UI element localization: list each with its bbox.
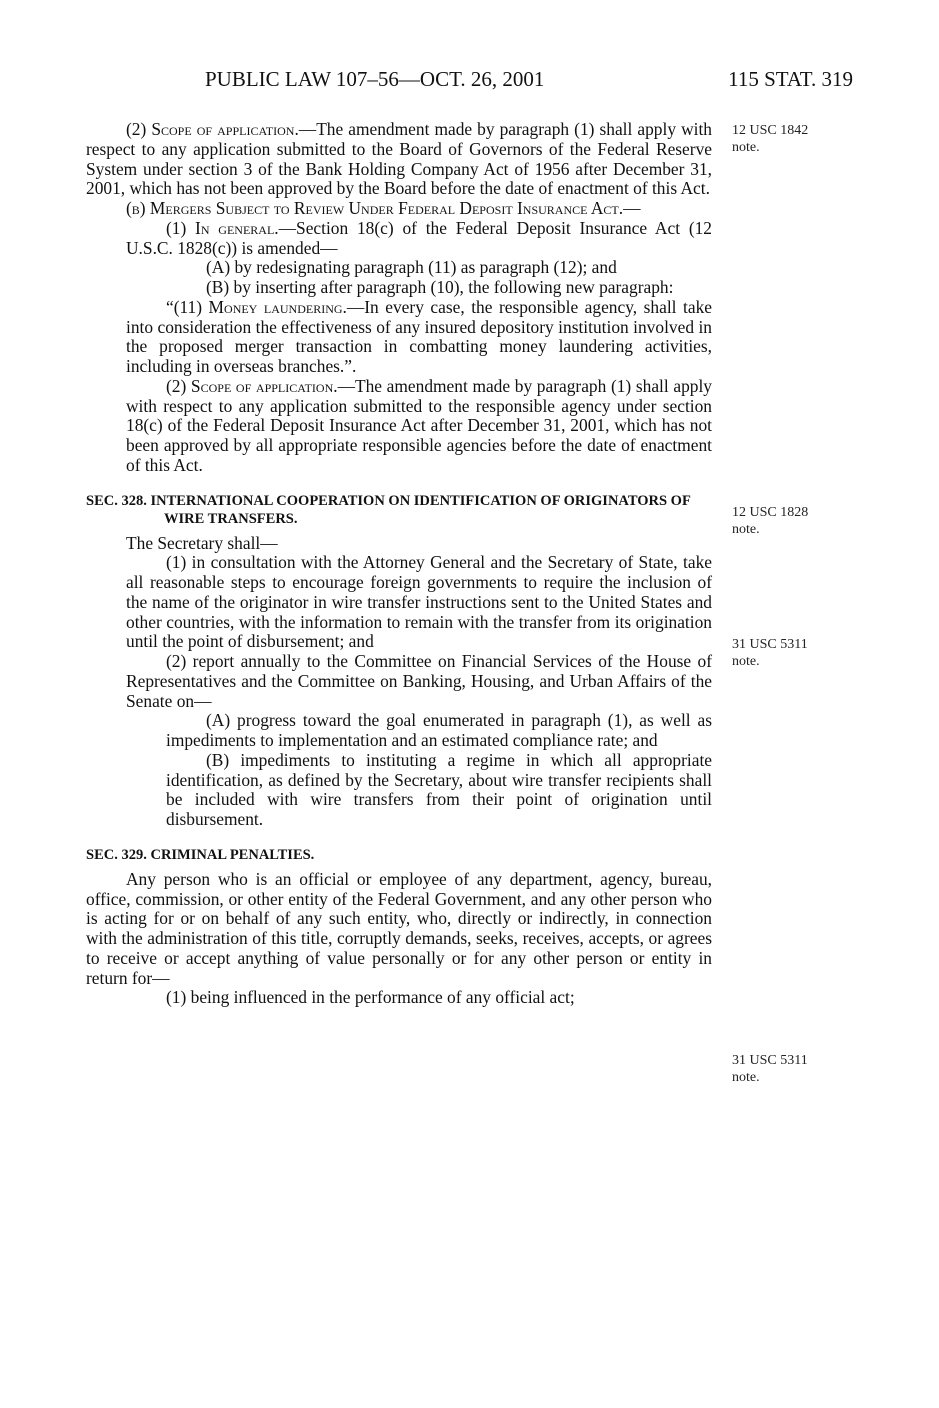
subsection-dash: —	[623, 198, 641, 218]
paragraph-heading: (1) In general.	[166, 217, 279, 238]
section-number: SEC. 329.	[86, 846, 147, 863]
header-law-citation: PUBLIC LAW 107–56—OCT. 26, 2001	[205, 67, 545, 91]
section-title: INTERNATIONAL COOPERATION ON IDENTIFICATION OF ORIGINATORS OF WIRE TRANSFERS.	[150, 492, 691, 527]
paragraph-text: —Section 18(c) of the Federal Deposit Insurance Act (12 U.S.C. 1828(c)) is amended—	[126, 217, 712, 258]
subparagraph-b1a: (A) by redesignating paragraph (11) as paragraph (12); and	[206, 257, 617, 278]
paragraph-a2	[86, 120, 712, 199]
paragraph-text: —The amendment made by paragraph (1) shall apply with respect to any application submitted to the responsible agency under section 18(c) of the Federal Deposit Insurance Act after December 31, 2001, which has not been approved by all appropriate responsible agencies before the date of enactment of this Act.	[126, 375, 712, 475]
page-header	[205, 66, 853, 92]
section-328-para-2b: (B) impediments to instituting a regime in which all appropriate identification, as defined by the Secretary, about wire transfer recipients shall be included with wire transfers from their point of origination until disbursement.	[166, 749, 712, 829]
margin-citation: 31 USC 5311	[732, 1053, 808, 1068]
subsection-heading: (b) Mergers Subject to Review Under Federal Deposit Insurance Act.	[126, 198, 624, 218]
section-328-heading	[86, 492, 712, 528]
section-329-heading	[86, 846, 712, 864]
margin-note-label: note.	[732, 1070, 760, 1085]
margin-note-1	[732, 122, 842, 156]
subsection-b-heading	[86, 199, 712, 219]
margin-note-label: note.	[732, 140, 760, 155]
margin-citation: 12 USC 1828	[732, 505, 809, 520]
section-number: SEC. 328.	[86, 492, 147, 509]
margin-note-label: note.	[732, 522, 760, 537]
document-body	[86, 120, 712, 1008]
margin-note-2	[732, 504, 842, 538]
section-title: CRIMINAL PENALTIES.	[150, 846, 315, 863]
quoted-paragraph-11	[86, 298, 712, 377]
subparagraph-b1b: (B) by inserting after paragraph (10), the following new paragraph:	[206, 277, 674, 297]
paragraph-b2	[86, 377, 712, 476]
paragraph-text: —In every case, the responsible agency, shall take into consideration the effectiveness of any insured depository institution involved in the proposed merger transaction in combatting money laundering activities, including in overseas branches.”.	[126, 296, 712, 376]
paragraph-heading: (2) Scope of application.	[166, 375, 338, 396]
margin-citation: 31 USC 5311	[732, 637, 808, 652]
section-328-para-1: (1) in consultation with the Attorney General and the Secretary of State, take all reasonable steps to encourage foreign governments to require the inclusion of the name of the originator in wire transfer instructions sent to the United States and other countries, with the information to remain with the transfer from its origination until the point of disbursement; and	[126, 552, 712, 652]
section-329-para-1: (1) being influenced in the performance of any official act;	[166, 987, 575, 1008]
section-328-para-2: (2) report annually to the Committee on Financial Services of the House of Representatives and the Committee on Banking, Housing, and Urban Affairs of the Senate on—	[126, 651, 712, 711]
margin-note-3	[732, 636, 842, 670]
section-328-intro: The Secretary shall—	[126, 532, 278, 553]
margin-note-4	[732, 1052, 842, 1086]
paragraph-heading: (2) Scope of application.	[126, 119, 299, 139]
margin-citation: 12 USC 1842	[732, 123, 809, 138]
section-329-text: Any person who is an official or employee of any department, agency, bureau, office, commission, or other entity of the Federal Government, and any other person who is acting for or on behalf of any such entity, who, directly or indirectly, in connection with the administration of this title, corruptly demands, seeks, receives, accepts, or agrees to receive or accept anything of value personally or for any other person or entity in return for—	[86, 868, 712, 988]
margin-note-label: note.	[732, 654, 760, 669]
paragraph-text: —The amendment made by paragraph (1) shall apply with respect to any application submitted to the Board of Governors of the Federal Reserve System under section 3 of the Bank Holding Company Act of 1956 after December 31, 2001, which has not been approved by the Board before the date of enactment of this Act.	[86, 119, 712, 199]
section-328-para-2a: (A) progress toward the goal enumerated in paragraph (1), as well as impediments to implementation and an estimated compliance rate; and	[166, 710, 712, 750]
header-page-number: 115 STAT. 319	[728, 67, 853, 91]
paragraph-b1	[86, 219, 712, 259]
paragraph-heading: “(11) Money laundering.	[166, 296, 347, 317]
